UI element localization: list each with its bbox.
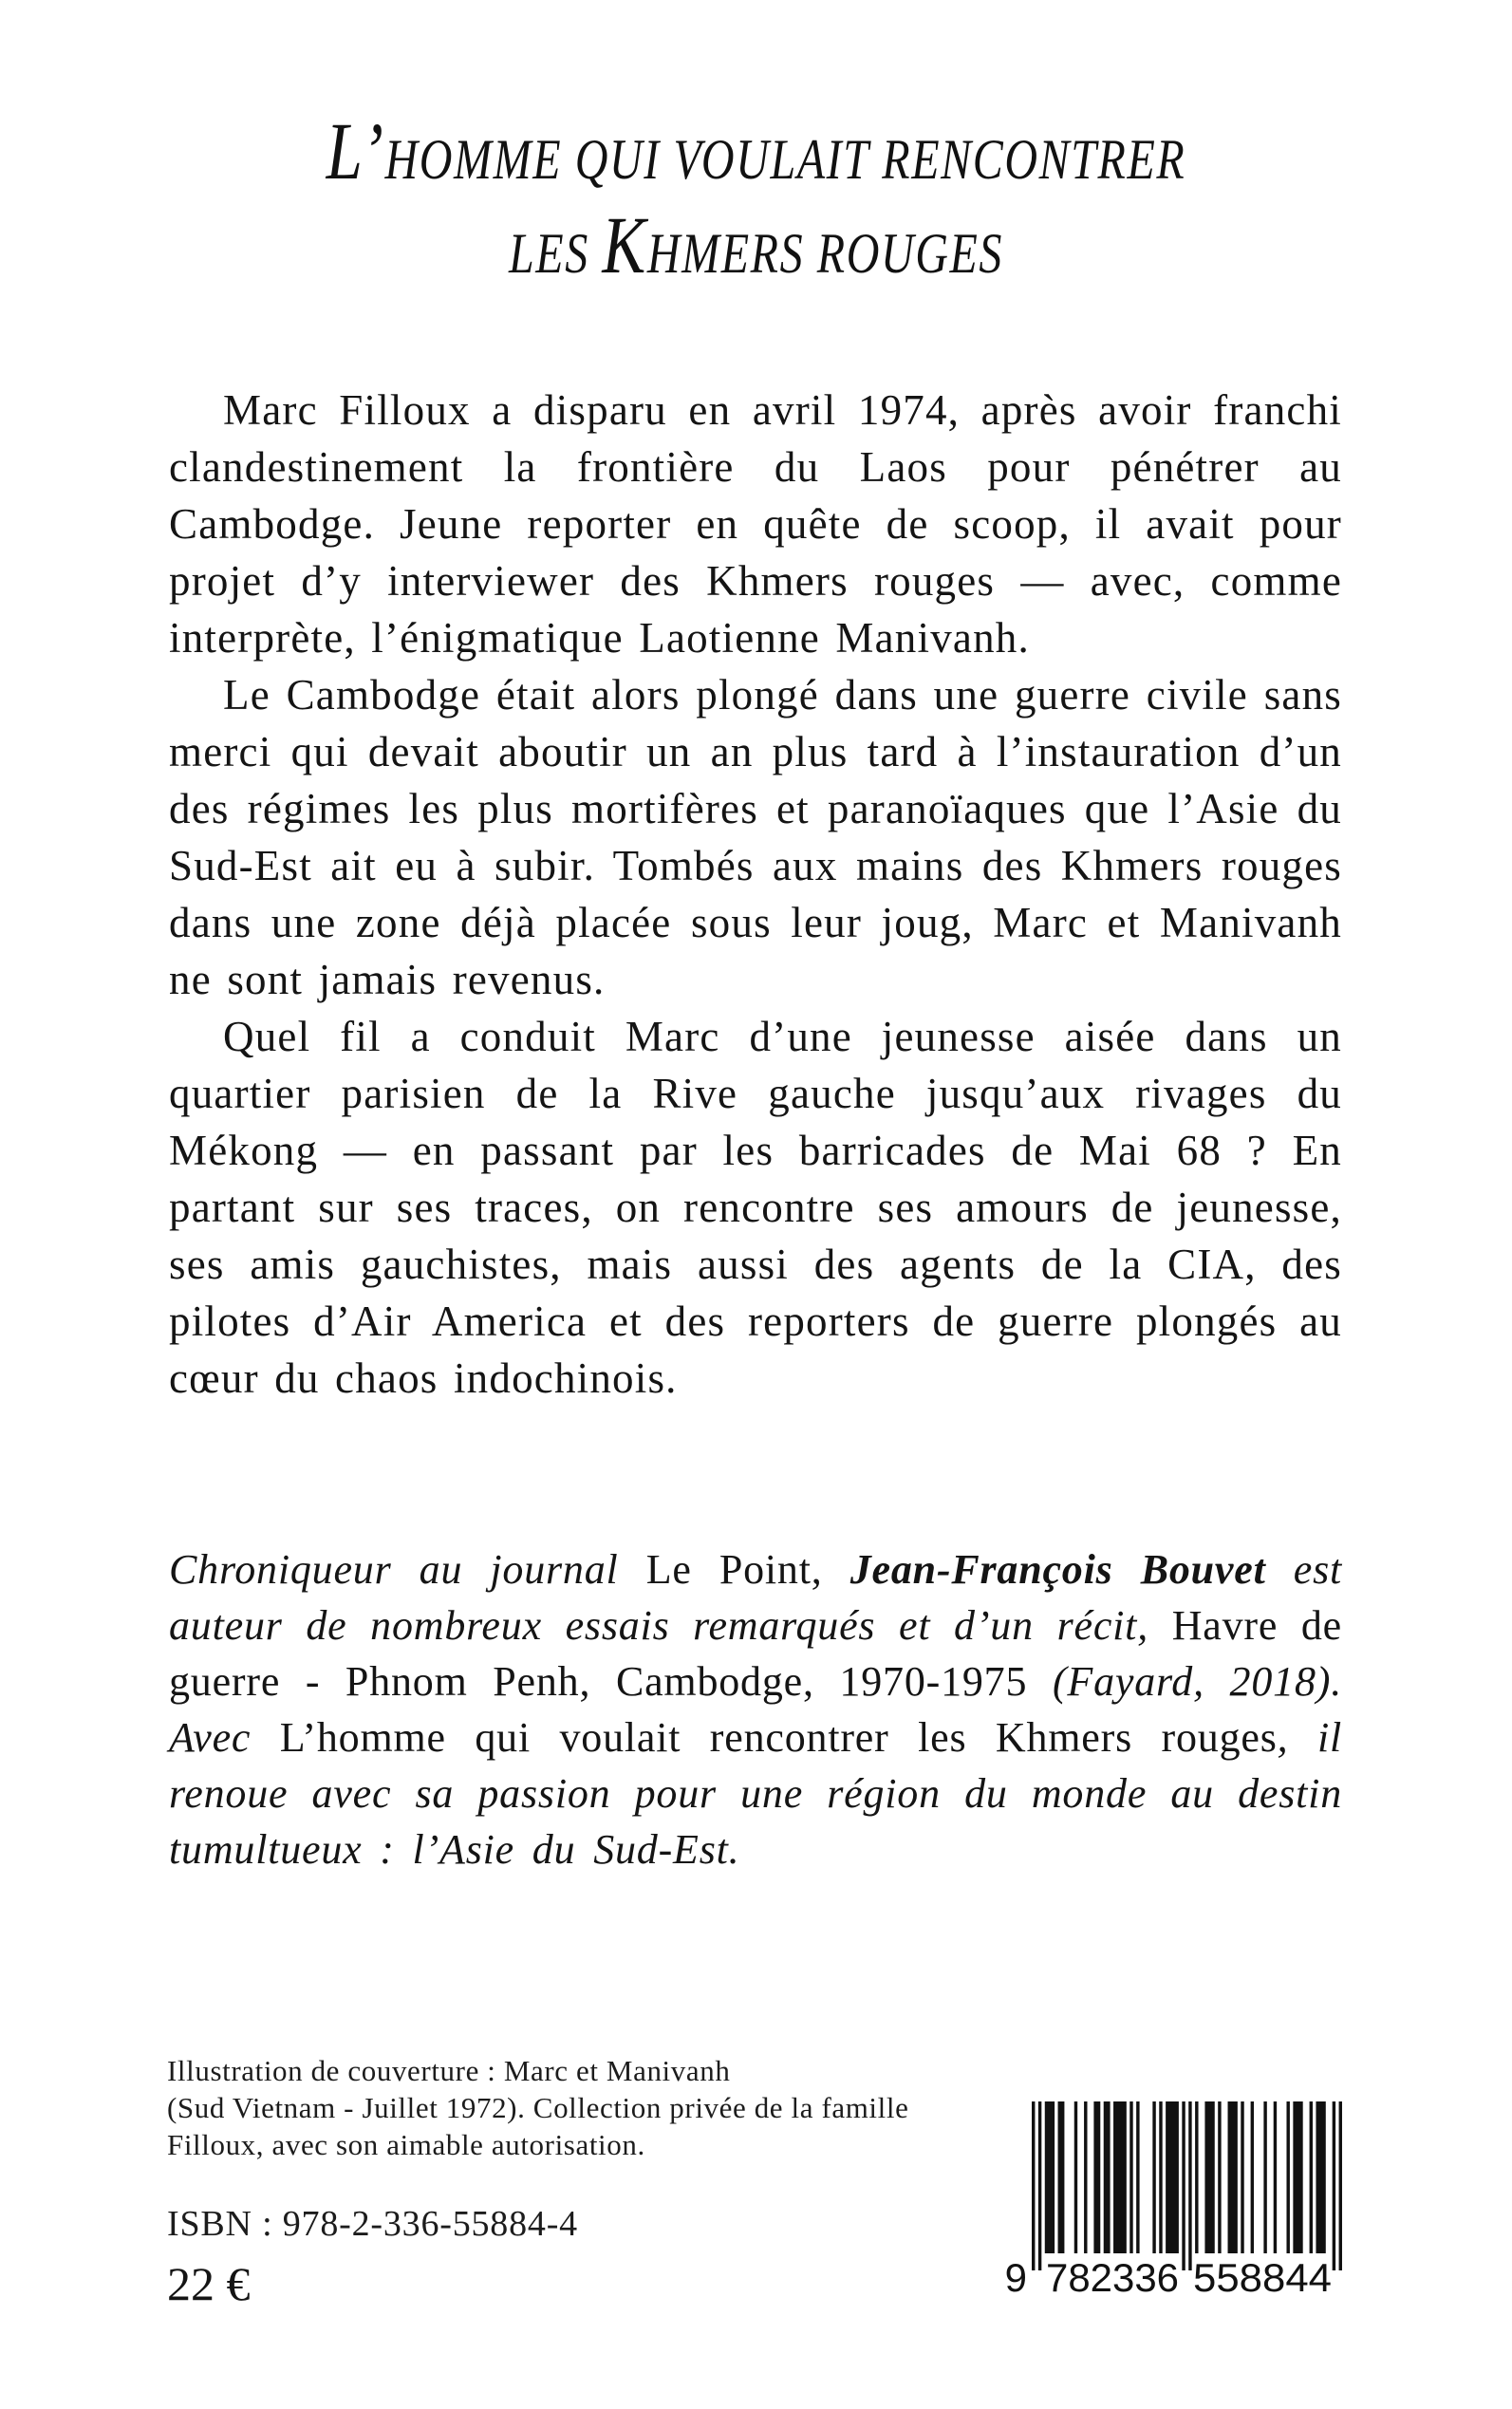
isbn-text: ISBN : 978-2-336-55884-4 [167,2204,578,2244]
book-title-line2-initial: K [602,199,647,290]
cover-credit-line: Illustration de couverture : Marc et Manivanh [167,2054,731,2087]
synopsis [169,382,1342,1407]
cover-credit-line: (Sud Vietnam - Juillet 1972). Collection privée de la famille [167,2091,909,2124]
synopsis-paragraph: Le Cambodge était alors plongé dans une guerre civile sans merci qui devait aboutir un an plus tard à l’instauration d’un des régimes les plus mortifères et paranoïaques que l’Asie du Sud-Est ait eu à subir. Tombés aux mains des Khmers rouges dans une zone déjà placée sous leur joug, Marc et Manivanh ne sont jamais revenus. [169,671,1342,1003]
cover-credit-line: Filloux, avec son aimable autorisation. [167,2128,645,2161]
svg-text:558844: 558844 [1193,2255,1332,2296]
author-note-run: Havre de guerre - Phnom Penh, Cambodge, 1970-1975 [169,1602,1342,1705]
author-note-run: , il renoue avec sa passion pour une région du monde au destin tumultueux : l’Asie du Sud-Est. [169,1714,1342,1873]
book-title-line1-initial: L’ [326,105,385,196]
author-note-run: Chroniqueur au journal [169,1546,646,1593]
book-title-line2-text: HMERS ROUGES [646,222,1004,285]
barcode [1002,2101,1344,2296]
svg-text:782336: 782336 [1046,2255,1179,2296]
author-note-run: (Fayard, 2018). Avec [169,1658,1342,1761]
author-note-run: Le Point, [645,1546,850,1593]
synopsis-paragraph: Marc Filloux a disparu en avril 1974, après avoir franchi clandestinement la frontière du Laos pour pénétrer au Cambodge. Jeune reporter en quête de scoop, il avait pour projet d’y interviewer des Khmers rouges — avec, comme interprète, l’énigmatique Laotienne Manivanh. [169,386,1342,662]
price-text: 22 € [167,2257,251,2310]
author-note-run: Jean-François Bouvet [849,1546,1294,1593]
book-title-line1-text: HOMME QUI VOULAIT RENCONTRER [384,128,1186,191]
cover-credit [167,2052,908,2163]
barcode-svg [1002,2101,1344,2296]
book-title-line2-article: LES [508,222,603,285]
author-note [169,1541,1342,1877]
author-note-run: est auteur de nombreux essais remarqués et d’un récit, [169,1546,1343,1649]
synopsis-paragraph: Quel fil a conduit Marc d’une jeunesse aisée dans un quartier parisien de la Rive gauche jusqu’aux rivages du Mékong — en passant par les barricades de Mai 68 ? En partant sur ses traces, on rencontre ses amours de jeunesse, ses amis gauchistes, mais aussi des agents de la CIA, des pilotes d’Air America et des reporters de guerre plongés au cœur du chaos indochinois. [169,1013,1342,1402]
book-title [0,105,1512,304]
book-title-line1 [151,105,1360,210]
author-note-run: L’homme qui voulait rencontrer les Khmers rouges [279,1714,1278,1761]
book-title-line2 [151,199,1360,304]
svg-text:9: 9 [1004,2255,1027,2296]
